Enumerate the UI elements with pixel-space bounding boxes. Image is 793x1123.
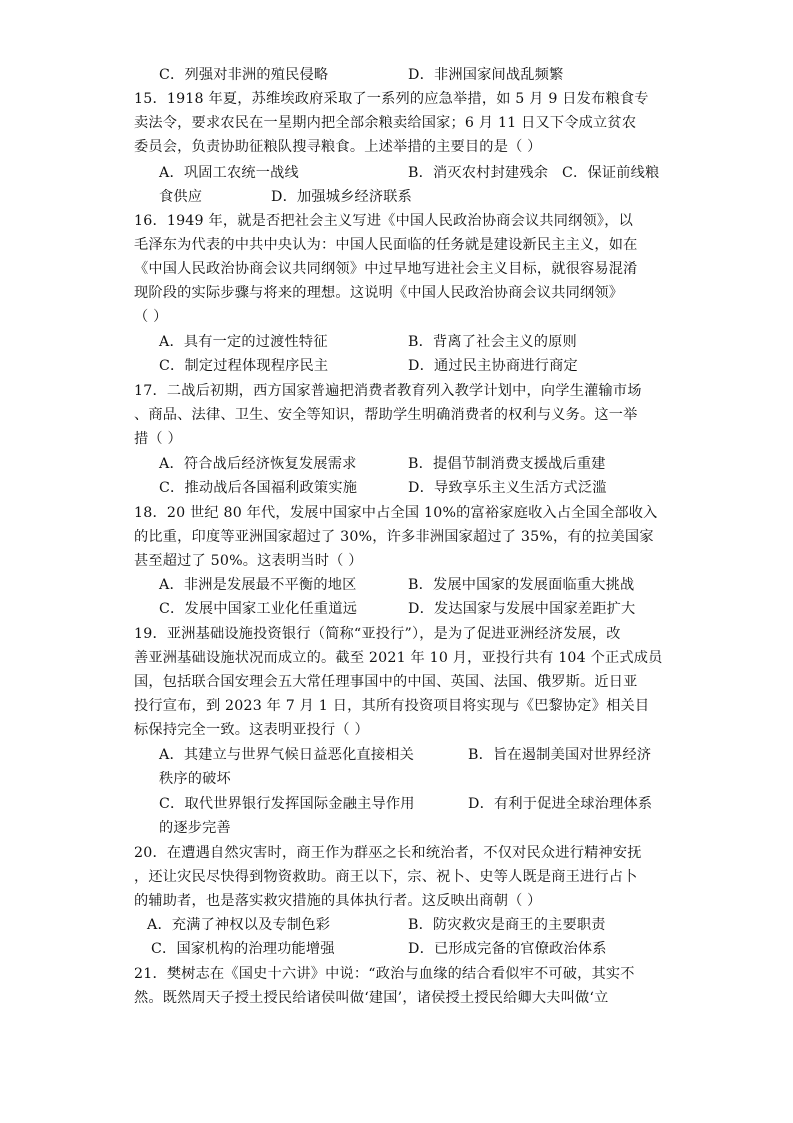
q16-stem-line: 毛泽东为代表的中共中央认为：中国人民面临的任务就是建设新民主主义，如在: [134, 237, 638, 253]
q17-stem-line: 、商品、法律、卫生、安全等知识，帮助学生明确消费者的权利与义务。这一举: [134, 407, 638, 423]
q18-option-d: D．发达国家与发展中国家差距扩大: [408, 601, 636, 617]
q20-stem-line: ，还让灾民尽快得到物资救助。商王以下，宗、祝卜、史等人既是商王进行占卜: [134, 869, 638, 885]
q14-option-d: D．非洲国家间战乱频繁: [408, 67, 564, 83]
q20-option-a: A．充满了神权以及专制色彩: [147, 917, 331, 933]
q20-stem-line: 20．在遭遇自然灾害时，商王作为群巫之长和统治者，不仅对民众进行精神安抚: [134, 845, 642, 861]
q19-stem-line: 投行宣布，到 2023 年 7 月 1 日，其所有投资项目将实现与《巴黎协定》相关目: [134, 698, 650, 714]
q14-option-c: C．列强对非洲的殖民侵略: [159, 67, 329, 83]
q19-stem-line: 19．亚洲基础设施投资银行（简称“亚投行”），是为了促进亚洲经济发展，改: [134, 626, 621, 642]
q19-stem-line: 标保持完全一致。这表明亚投行（ ）: [134, 722, 369, 738]
q15-stem-line: 15．1918 年夏，苏维埃政府采取了一系列的应急举措，如 5 月 9 日发布粮食专: [134, 91, 649, 107]
q17-option-c: C．推动战后各国福利政策实施: [159, 480, 358, 496]
q18-stem-line: 的比重，印度等亚洲国家超过了 30%，许多非洲国家超过了 35%，有的拉美国家: [134, 529, 654, 545]
q19-option-b: B．旨在遏制美国对世界经济: [468, 747, 652, 763]
q19-stem-line: 国，包括联合国安理会五大常任理事国中的中国、英国、法国、俄罗斯。近日亚: [134, 674, 638, 690]
q17-option-a: A．符合战后经济恢复发展需求: [159, 456, 357, 472]
q15-option-c: C．保证前线粮: [562, 165, 660, 181]
q17-stem-line: 17．二战后初期，西方国家普遍把消费者教育列入教学计划中，向学生灌输市场: [134, 383, 642, 399]
q16-option-a: A．具有一定的过渡性特征: [159, 334, 328, 350]
q16-option-d: D．通过民主协商进行商定: [408, 358, 578, 374]
q15-option-d: D．加强城乡经济联系: [271, 189, 413, 205]
q16-stem-line: 16．1949 年，就是否把社会主义写进《中国人民政治协商会议共同纲领》，以: [134, 213, 633, 229]
q16-option-c: C．制定过程体现程序民主: [159, 358, 329, 374]
q18-option-a: A．非洲是发展最不平衡的地区: [159, 577, 357, 593]
q19-option-d-cont: 的逐步完善: [159, 820, 231, 836]
q21-stem-line: 然。既然周天子授土授民给诸侯叫做‘建国’，诸侯授土授民给卿大夫叫做‘立: [134, 990, 609, 1006]
q17-stem-line: 措（ ）: [134, 431, 182, 447]
q20-stem-line: 的辅助者，也是落实救灾措施的具体执行者。这反映出商朝（ ）: [134, 893, 542, 909]
q20-option-d: D．已形成完备的官僚政治体系: [408, 941, 607, 957]
q16-stem-line: （ ）: [134, 309, 168, 325]
q15-option-b: B．消灭农村封建残余: [408, 165, 549, 181]
q21-stem-line: 21．樊树志在《国史十六讲》中说：“政治与血缘的结合看似牢不可破，其实不: [134, 966, 635, 982]
q19-option-b-cont: 秩序的破坏: [159, 771, 231, 787]
q17-option-b: B．提倡节制消费支援战后重建: [408, 456, 606, 472]
q18-stem-line: 18．20 世纪 80 年代，发展中国家中占全国 10%的富裕家庭收入占全国全部收入: [134, 505, 658, 521]
q20-option-b: B．防灾救灾是商王的主要职责: [408, 917, 606, 933]
q19-option-c: C．取代世界银行发挥国际金融主导作用: [159, 796, 415, 812]
q19-stem-line: 善亚洲基础设施状况而成立的。截至 2021 年 10 月，亚投行共有 104 个正式成员: [134, 650, 663, 666]
q15-stem-line: 委员会，负责协助征粮队搜寻粮食。上述举措的主要目的是（ ）: [134, 139, 542, 155]
q15-option-a: A．巩固工农统一战线: [159, 165, 299, 181]
q19-option-d: D．有利于促进全球治理体系: [468, 796, 653, 812]
q15-stem-line: 卖法令，要求农民在一星期内把全部余粮卖给国家；6 月 11 日又下令成立贫农: [134, 115, 637, 131]
q16-option-b: B．背离了社会主义的原则: [408, 334, 577, 350]
q18-option-c: C．发展中国家工业化任重道远: [159, 601, 358, 617]
q15-option-c-cont: 食供应: [159, 189, 203, 205]
q20-option-c: C．国家机构的治理功能增强: [151, 941, 335, 957]
q19-option-a: A．其建立与世界气候日益恶化直接相关: [159, 747, 415, 763]
q17-option-d: D．导致享乐主义生活方式泛滥: [408, 480, 607, 496]
q16-stem-line: 《中国人民政治协商会议共同纲领》中过早地写进社会主义目标，就很容易混淆: [134, 261, 638, 277]
q18-stem-line: 甚至超过了 50%。这表明当时（ ）: [134, 553, 363, 569]
q18-option-b: B．发展中国家的发展面临重大挑战: [408, 577, 635, 593]
q16-stem-line: 现阶段的实际步骤与将来的理想。这说明《中国人民政治协商会议共同纲领》: [134, 285, 624, 301]
